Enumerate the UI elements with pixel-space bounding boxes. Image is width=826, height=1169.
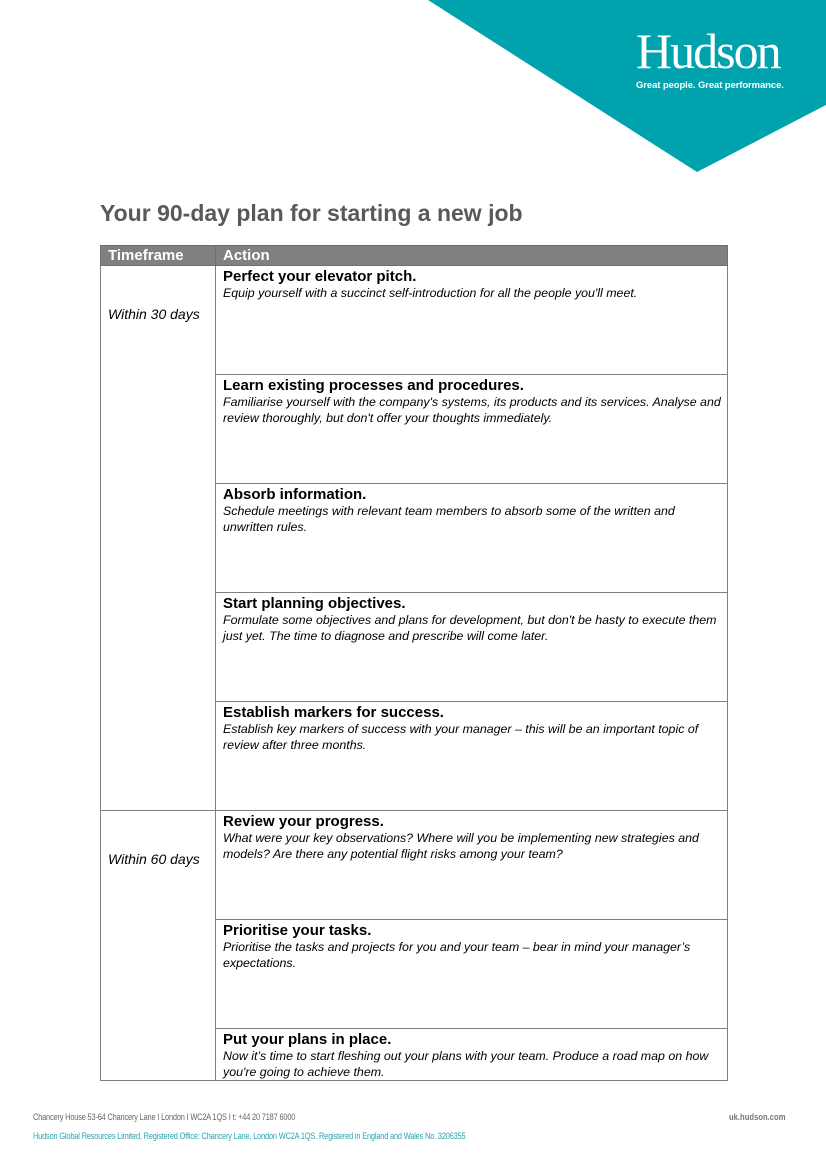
header-timeframe: Timeframe: [101, 246, 216, 266]
plan-table: [100, 245, 728, 1081]
action-title: Absorb information.: [223, 486, 367, 503]
action-cell: [216, 375, 728, 484]
action-title: Put your plans in place.: [223, 1031, 392, 1048]
header-action: Action: [216, 246, 728, 266]
action-cell: [216, 593, 728, 702]
timeframe-label: Within 30 days: [108, 306, 200, 322]
table-header-row: [101, 246, 728, 266]
action-description: What were your key observations? Where will you be implementing new strategies and models? Are there any potential flight risks among your team?: [223, 831, 699, 861]
footer-address: Chancery House 53-64 Chancery Lane I London I WC2A 1QS I t: +44 20 7187 6000: [33, 1112, 296, 1122]
footer-registration: Hudson Global Resources Limited, Registered Office: Chancery Lane, London WC2A 1QS. Registered in England and Wales No. 3206355: [33, 1131, 466, 1141]
header-banner: [0, 0, 826, 175]
brand-tagline: Great people. Great performance.: [636, 80, 784, 91]
timeframe-label: Within 60 days: [108, 851, 200, 867]
table-row: [101, 266, 728, 375]
footer-website-link[interactable]: uk.hudson.com: [729, 1112, 786, 1122]
action-description: Now it’s time to start fleshing out your plans with your team. Produce a road map on how you're going to achieve them.: [223, 1049, 709, 1079]
action-description: Equip yourself with a succinct self-introduction for all the people you'll meet.: [223, 286, 638, 300]
action-title: Learn existing processes and procedures.: [223, 377, 524, 394]
action-title: Establish markers for success.: [223, 704, 444, 721]
action-description: Prioritise the tasks and projects for you and your team – bear in mind your manager’s expectations.: [223, 940, 691, 970]
timeframe-cell-30: [101, 266, 216, 811]
page-title: Your 90-day plan for starting a new job: [100, 200, 523, 226]
action-description: Familiarise yourself with the company's systems, its products and its services. Analyse and review thoroughly, but don't offer your thoughts immediately.: [223, 395, 721, 425]
action-cell: [216, 484, 728, 593]
table-row: [101, 811, 728, 920]
hudson-logo: Hudson: [636, 23, 780, 79]
action-cell: [216, 702, 728, 811]
action-title: Review your progress.: [223, 813, 384, 830]
action-title: Prioritise your tasks.: [223, 922, 372, 939]
action-cell: [216, 1029, 728, 1081]
action-description: Establish key markers of success with your manager – this will be an important topic of review after three months.: [223, 722, 699, 752]
action-description: Formulate some objectives and plans for development, but don't be hasty to execute them just yet. The time to diagnose and prescribe will come later.: [223, 613, 717, 643]
action-title: Start planning objectives.: [223, 595, 406, 612]
action-cell: [216, 266, 728, 375]
action-cell: [216, 920, 728, 1029]
timeframe-cell-60: [101, 811, 216, 1081]
action-title: Perfect your elevator pitch.: [223, 268, 417, 285]
action-cell: [216, 811, 728, 920]
action-description: Schedule meetings with relevant team members to absorb some of the written and unwritten rules.: [223, 504, 675, 534]
